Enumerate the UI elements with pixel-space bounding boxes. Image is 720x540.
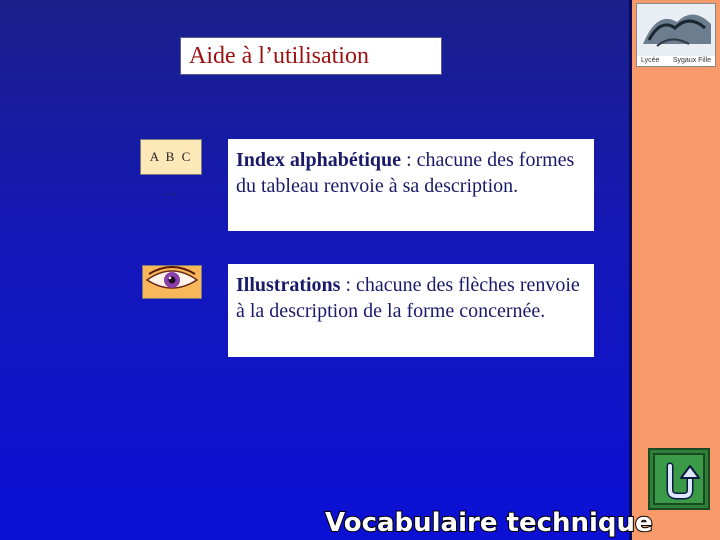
page-title: Aide à l’utilisation — [189, 43, 369, 69]
alphabetical-index-button[interactable]: A B C … — [140, 139, 202, 175]
back-button[interactable] — [648, 448, 710, 510]
illustrations-button[interactable] — [142, 265, 202, 299]
title-box — [180, 37, 442, 75]
logo-graphic — [637, 4, 716, 56]
index-text: : chacune des formes du tableau renvoie à sa description. — [236, 149, 575, 197]
index-description — [228, 139, 594, 231]
logo-image[interactable] — [636, 3, 716, 67]
logo-caption-right: Sygaux Fille — [672, 57, 711, 64]
illustrations-description — [228, 264, 594, 357]
back-arrow-icon — [650, 450, 708, 508]
eye-icon — [143, 266, 201, 298]
illustrations-term: Illustrations — [236, 274, 341, 296]
logo-caption-left: Lycée — [641, 57, 660, 64]
illustrations-text: : chacune des flèches renvoie à la description de la forme concernée. — [236, 274, 580, 322]
footer-title: Vocabulaire technique — [325, 508, 653, 538]
index-term: Index alphabétique — [236, 149, 402, 171]
